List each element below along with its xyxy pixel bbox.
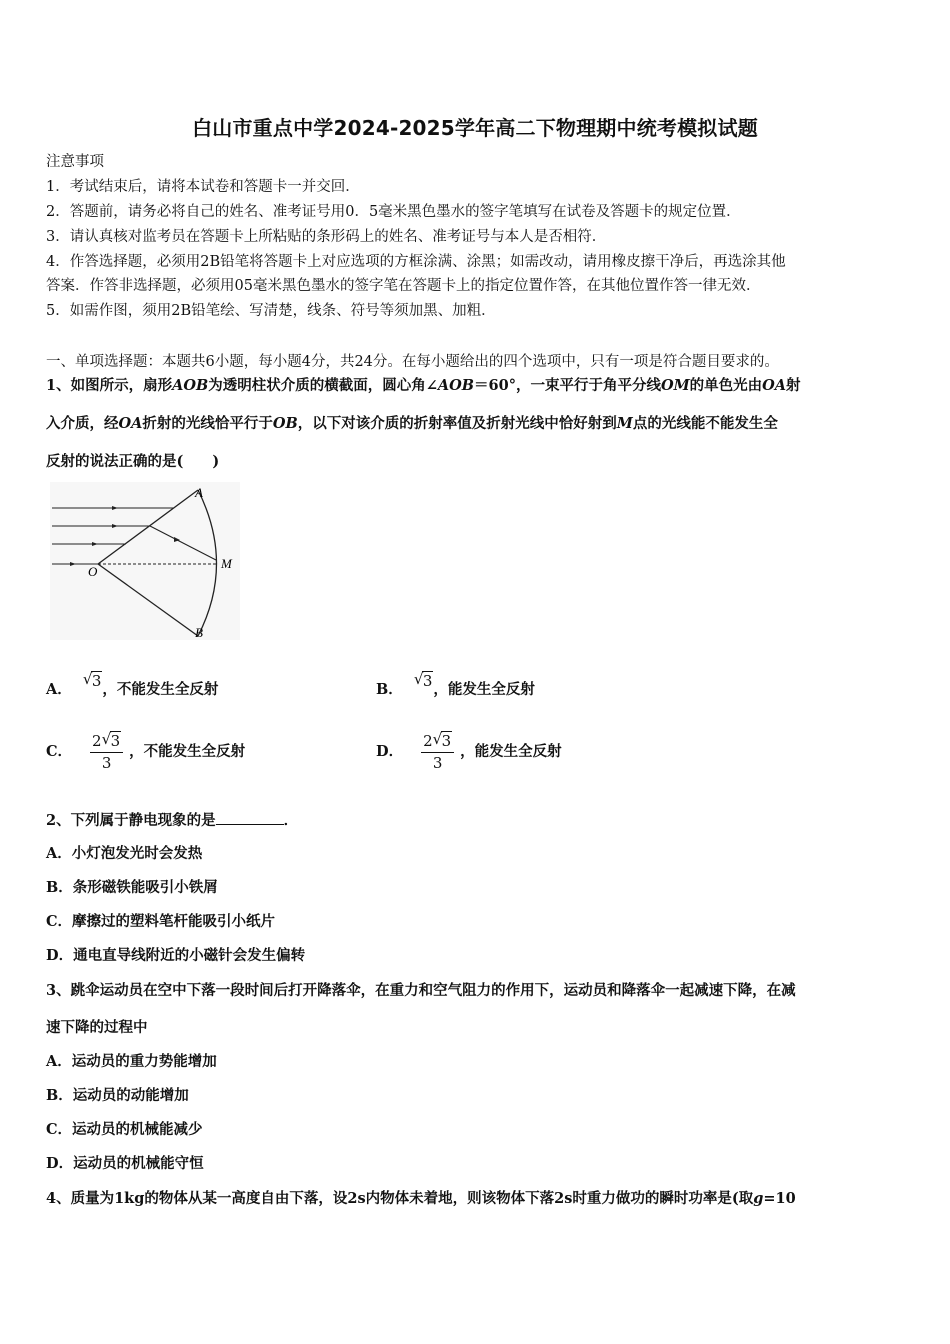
notice-heading: 注意事项 bbox=[46, 154, 104, 170]
section-heading: 一、单项选择题：本题共6小题，每小题4分，共24分。在每小题给出的四个选项中，只有一项是符合题目要求的。 bbox=[46, 354, 779, 370]
q2-option-d[interactable]: D．通电直导线附近的小磁针会发生偏转 bbox=[46, 947, 306, 964]
q1-option-a[interactable]: A． √ 3，不能发生全反射 bbox=[46, 670, 219, 698]
q3-option-b[interactable]: B．运动员的动能增加 bbox=[46, 1087, 189, 1104]
q1-stem-line3: 反射的说法正确的是( ) bbox=[46, 453, 220, 470]
page-title: 白山市重点中学2024-2025学年高二下物理期中统考模拟试题 bbox=[192, 116, 758, 140]
q2-option-c[interactable]: C．摩擦过的塑料笔杆能吸引小纸片 bbox=[46, 913, 276, 930]
q1-stem-line2: 入介质，经OA折射的光线恰平行于OB，以下对该介质的折射率值及折射光线中恰好射到M点的光线能不能发生全 bbox=[46, 415, 778, 432]
label-A: A bbox=[195, 485, 203, 500]
q1-option-b[interactable]: B． √ 3，能发生全反射 bbox=[376, 670, 535, 698]
answer-blank bbox=[216, 810, 284, 825]
notice-item: 2．答题前，请务必将自己的姓名、准考证号用0．5毫米黑色墨水的签字笔填写在试卷及答题卡的规定位置． bbox=[46, 204, 741, 220]
label-O: O bbox=[88, 564, 98, 579]
q2-option-a[interactable]: A．小灯泡发光时会发热 bbox=[46, 845, 203, 862]
notice-item: 1．考试结束后，请将本试卷和答题卡一并交回． bbox=[46, 179, 360, 195]
notice-item: 3．请认真核对监考员在答题卡上所粘贴的条形码上的姓名、准考证号与本人是否相符． bbox=[46, 229, 607, 245]
sector-figure bbox=[50, 482, 240, 640]
label-M: M bbox=[221, 556, 232, 571]
q4-stem: 4、质量为1kg的物体从某一高度自由下落，设2s内物体未着地，则该物体下落2s时重力做功的瞬时功率是(取g=10 bbox=[46, 1190, 796, 1207]
notice-item: 5．如需作图，须用2B铅笔绘、写清楚，线条、符号等须加黑、加粗． bbox=[46, 303, 496, 319]
q1-stem-line1: 1、如图所示，扇形AOB为透明柱状介质的横截面，圆心角∠AOB＝60°，一束平行于角平分线OM的单色光由OA射 bbox=[46, 377, 801, 394]
fraction: 2 √ 3 3 bbox=[90, 731, 123, 773]
q2-option-b[interactable]: B．条形磁铁能吸引小铁屑 bbox=[46, 879, 218, 896]
fraction: 2 √ 3 3 bbox=[421, 731, 454, 773]
sqrt-symbol: √ 3 bbox=[413, 670, 433, 690]
label-B: B bbox=[195, 625, 203, 640]
q3-stem-line1: 3、跳伞运动员在空中下落一段时间后打开降落伞，在重力和空气阻力的作用下，运动员和降落伞一起减速下降，在减 bbox=[46, 982, 796, 999]
q3-option-a[interactable]: A．运动员的重力势能增加 bbox=[46, 1053, 217, 1070]
notice-item: 4．作答选择题，必须用2B铅笔将答题卡上对应选项的方框涂满、涂黑；如需改动，请用橡皮擦干净后，再选涂其他 bbox=[46, 254, 786, 270]
notice-item: 答案．作答非选择题，必须用05毫米黑色墨水的签字笔在答题卡上的指定位置作答，在其他位置作答一律无效． bbox=[46, 278, 761, 294]
sqrt-symbol: √ 3 bbox=[82, 670, 102, 690]
q3-option-d[interactable]: D．运动员的机械能守恒 bbox=[46, 1155, 204, 1172]
q2-stem: 2、下列属于静电现象的是 ． bbox=[46, 812, 299, 829]
sector-diagram bbox=[50, 482, 240, 640]
q3-stem-line2: 速下降的过程中 bbox=[46, 1019, 148, 1036]
q1-option-c[interactable]: C． 2 √ 3 3 ，不能发生全反射 bbox=[46, 730, 246, 772]
q3-option-c[interactable]: C．运动员的机械能减少 bbox=[46, 1121, 203, 1138]
q1-option-d[interactable]: D． 2 √ 3 3 ，能发生全反射 bbox=[376, 730, 562, 772]
